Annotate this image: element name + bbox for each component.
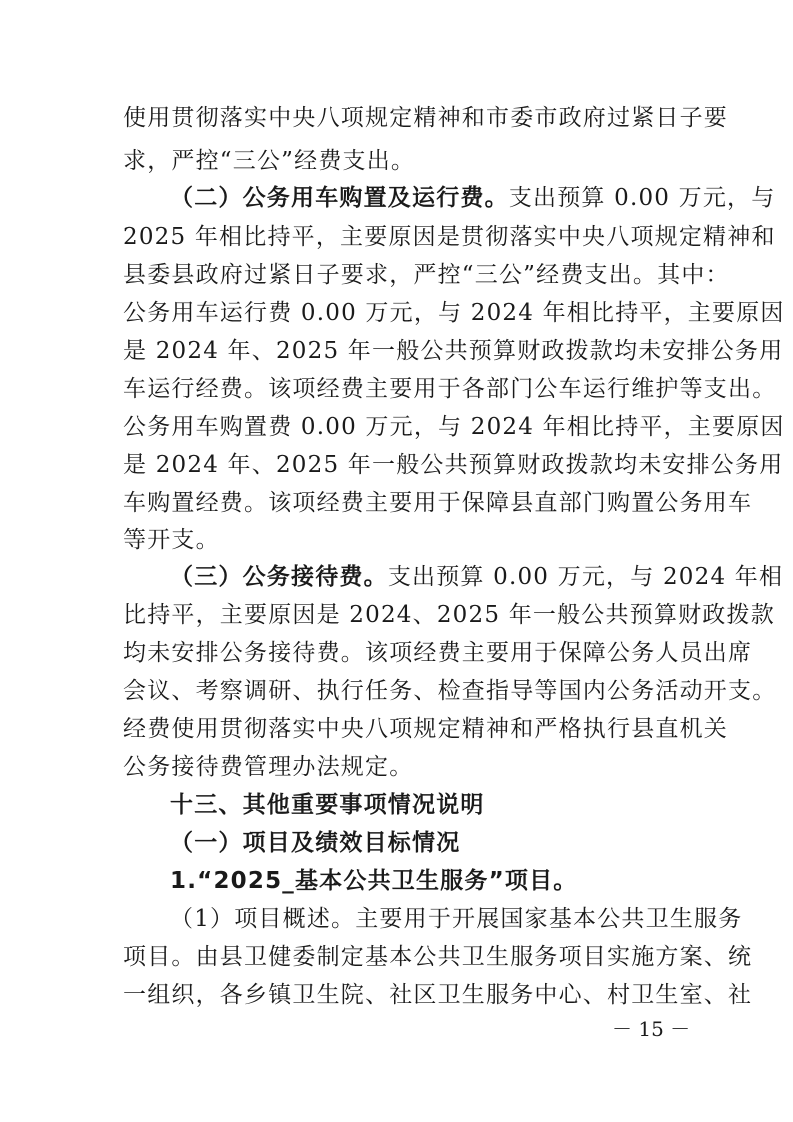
section-paragraph	[170, 183, 775, 213]
body-line: 经费使用贯彻落实中央八项规定精神和严格执行县直机关	[123, 716, 728, 742]
body-line: 2025 年相比持平，主要原因是贯彻落实中央八项规定精神和	[123, 224, 776, 250]
body-line: 一组织，各乡镇卫生院、社区卫生服务中心、村卫生室、社	[123, 982, 753, 1008]
section-paragraph	[170, 562, 783, 592]
body-line: 车购置经费。该项经费主要用于保障县直部门购置公务用车	[123, 490, 753, 516]
body-line: 比持平，主要原因是 2024、2025 年一般公共预算财政拨款	[123, 602, 775, 628]
body-line: 公务用车运行费 0.00 万元，与 2024 年相比持平，主要原因	[123, 300, 785, 326]
body-line: （1）项目概述。主要用于开展国家基本公共卫生服务	[170, 906, 743, 932]
page-number: － 15 －	[612, 1017, 691, 1041]
body-line: 公务接待费管理办法规定。	[123, 754, 414, 780]
body-line: 求，严控“三公”经费支出。	[123, 148, 416, 174]
body-line: 项目。由县卫健委制定基本公共卫生服务项目实施方案、统	[123, 944, 753, 970]
body-line: 公务用车购置费 0.00 万元，与 2024 年相比持平，主要原因	[123, 414, 785, 440]
body-text: 支出预算 0.00 万元，与	[508, 185, 776, 211]
body-line: 车运行经费。该项经费主要用于各部门公车运行维护等支出。	[123, 376, 777, 402]
subsection-title: （二）公务用车购置及运行费。	[170, 185, 509, 211]
subsection-title: （三）公务接待费。	[170, 564, 388, 590]
project-heading: 1.“2025_基本公共卫生服务”项目。	[170, 868, 578, 894]
body-line: 会议、考察调研、执行任务、检查指导等国内公务活动开支。	[123, 678, 777, 704]
body-line: 均未安排公务接待费。该项经费主要用于保障公务人员出席	[123, 640, 753, 666]
body-line: 是 2024 年、2025 年一般公共预算财政拨款均未安排公务用	[123, 338, 784, 364]
section-heading: 十三、其他重要事项情况说明	[170, 792, 485, 818]
body-line: 县委县政府过紧日子要求，严控“三公”经费支出。其中：	[123, 262, 730, 288]
body-line: 是 2024 年、2025 年一般公共预算财政拨款均未安排公务用	[123, 452, 784, 478]
body-text: 支出预算 0.00 万元，与 2024 年相	[387, 564, 784, 590]
subsection-heading: （一）项目及绩效目标情况	[170, 830, 461, 856]
body-line: 使用贯彻落实中央八项规定精神和市委市政府过紧日子要	[123, 105, 728, 131]
body-line: 等开支。	[123, 527, 220, 553]
